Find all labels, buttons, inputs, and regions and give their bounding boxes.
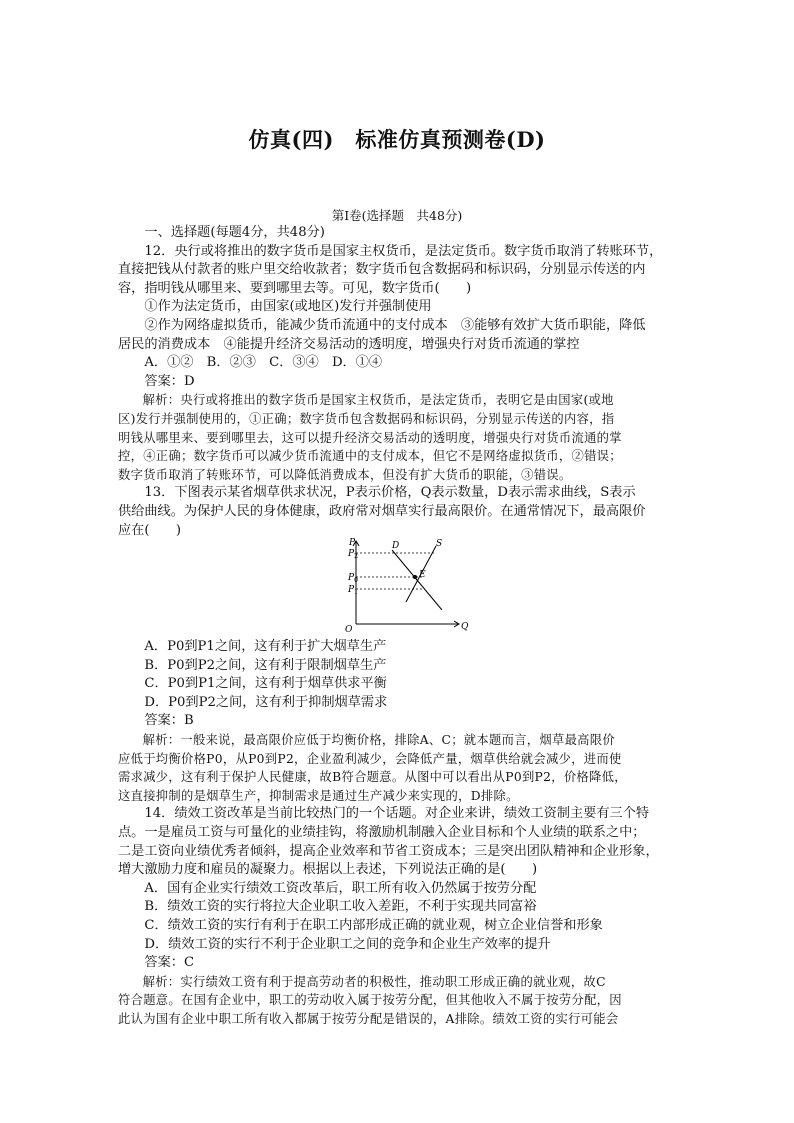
- q13-stem-line: 供给曲线。为保护人民的身体健康，政府常对烟草实行最高限价。在通常情况下，最高限价: [118, 503, 646, 519]
- q13-option: D．P0到P2之间，这有利于抑制烟草需求: [144, 694, 388, 710]
- section-heading: 第Ⅰ卷(选择题 共48分): [331, 208, 463, 223]
- q13-option: A．P0到P1之间，这有利于扩大烟草生产: [144, 639, 387, 654]
- q12-analysis-line: 明钱从哪里来、要到哪里去，这可以提升经济交易活动的透明度，增强央行对货币流通的掌: [118, 430, 622, 445]
- q14-analysis-line: 符合题意。在国有企业中，职工的劳动收入属于按劳分配，但其他收入不属于按劳分配，因: [118, 993, 622, 1008]
- q12-options: A．①② B．②③ C．③④ D．①④: [144, 355, 383, 371]
- supply-demand-figure: [340, 536, 480, 634]
- q12-stem-line: 直接把钱从付款者的账户里交给收款者；数字货币包含数据码和标识码，分别显示传送的内: [118, 262, 646, 278]
- q12-analysis-line: 数字货币取消了转账环节，可以降低消费成本，但没有扩大货币的职能，③错误。: [118, 467, 572, 482]
- q14-option: C．绩效工资的实行有利于在职工内部形成正确的就业观，树立企业信誉和形象: [144, 917, 603, 933]
- q12-item: 居民的消费成本 ④能提升经济交易活动的透明度，增强央行对货币流通的掌控: [118, 336, 580, 352]
- q14-option: D．绩效工资的实行不利于企业职工之间的竞争和企业生产效率的提升: [144, 936, 551, 952]
- label-p1: $P_1$: [348, 585, 358, 596]
- part-heading: 一、选择题(每题4分，共48分): [144, 225, 325, 240]
- q14-analysis-line: 此认为国有企业中职工所有收入都属于按劳分配是错误的，A排除。绩效工资的实行可能会: [118, 1011, 619, 1026]
- q12-item: ①作为法定货币，由国家(或地区)发行并强制使用: [144, 299, 432, 315]
- q13-analysis-line: 这直接抑制的是烟草生产，抑制需求是通过生产减少来实现的，D排除。: [118, 788, 519, 803]
- document-title: 仿真(四) 标准仿真预测卷(D): [248, 127, 546, 152]
- q13-stem-line: 应在( ): [118, 522, 182, 538]
- axis-label-p: P: [349, 538, 356, 548]
- q13-analysis-line: 应低于均衡价格P0，从P0到P2，企业盈利减少，会降低产量，烟草供给就会减少，进而使: [118, 751, 622, 766]
- q14-stem-line: 增大激励力度和雇员的凝聚力。根据以上表述，下列说法正确的是( ): [118, 862, 538, 878]
- label-p0: $P_0$: [348, 573, 358, 584]
- q14-stem-line: 点。一是雇员工资与可量化的业绩挂钩，将激励机制融入企业目标和个人业绩的联系之中；: [118, 824, 646, 840]
- q13-analysis-line: 解析：一般来说，最高限价应低于均衡价格，排除A、C；就本题而言，烟草最高限价: [142, 732, 615, 747]
- q12-stem-line: 容，指明钱从哪里来、要到哪里去等。可见，数字货币( ): [118, 280, 472, 296]
- q14-option: B．绩效工资的实行将拉大企业职工收入差距，不利于实现共同富裕: [144, 899, 537, 915]
- q13-analysis-line: 需求减少，这有利于保护人民健康，故B符合题意。从图中可以看出从P0到P2，价格降低，: [118, 770, 627, 785]
- q13-option: C．P0到P1之间，这有利于烟草供求平衡: [144, 676, 387, 692]
- q13-option: B．P0到P2之间，这有利于限制烟草生产: [144, 657, 387, 673]
- label-origin: O: [345, 625, 353, 634]
- label-p2: $P_2$: [348, 549, 358, 560]
- q14-stem-line: 二是工资向业绩优秀者倾斜，提高企业效率和节省工资成本；三是突出团队精神和企业形象，: [118, 843, 659, 859]
- q14-stem-line: 14．绩效工资改革是当前比较热门的一个话题。对企业来讲，绩效工资制主要有三个特: [144, 806, 650, 822]
- q12-analysis-line: 解析：央行或将推出的数字货币是国家主权货币，是法定货币，表明它是由国家(或地: [142, 393, 614, 408]
- label-equilibrium: E: [419, 570, 426, 580]
- q12-analysis-line: 控，④正确；数字货币可以减少货币流通中的支付成本，但它不是网络虚拟货币，②错误；: [118, 449, 622, 464]
- label-supply: S: [436, 539, 443, 549]
- q14-answer: 答案：C: [144, 955, 195, 971]
- question-block-13: [118, 638, 678, 1028]
- equilibrium-point: [413, 575, 417, 579]
- axis-label-q: Q: [461, 622, 469, 632]
- q12-stem-line: 12．央行或将推出的数字货币是国家主权货币，是法定货币。数字货币取消了转账环节，: [144, 243, 663, 259]
- q12-analysis-line: 区)发行并强制使用的，①正确；数字货币包含数据码和标识码，分别显示传送的内容，指: [118, 411, 615, 426]
- q12-answer: 答案：D: [144, 373, 195, 389]
- question-block-12: [118, 224, 678, 540]
- q13-stem-line: 13．下图表示某省烟草供求状况，P表示价格，Q表示数量，D表示需求曲线，S表示: [144, 485, 636, 501]
- q13-answer: 答案：B: [144, 713, 194, 729]
- q12-item: ②作为网络虚拟货币，能减少货币流通中的支付成本 ③能够有效扩大货币职能，降低: [144, 317, 646, 333]
- q14-analysis-line: 解析：实行绩效工资有利于提高劳动者的积极性，推动职工形成正确的就业观，故C: [142, 974, 606, 989]
- demand-curve: [392, 550, 442, 610]
- q14-option: A．国有企业实行绩效工资改革后，职工所有收入仍然属于按劳分配: [144, 880, 537, 896]
- label-demand: D: [392, 541, 400, 551]
